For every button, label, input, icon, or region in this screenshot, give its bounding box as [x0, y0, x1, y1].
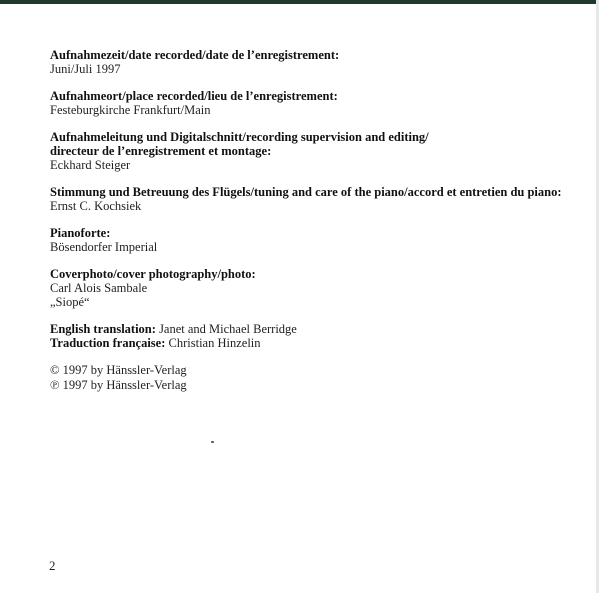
tuning-label: Stimmung und Betreuung des Flügels/tuning and care of the piano/accord et entretien du piano:: [50, 185, 562, 199]
coverphoto-block: [50, 267, 570, 309]
recording-date-label: Aufnahmezeit/date recorded/date de l’enregistrement:: [50, 48, 340, 62]
copyright-block: [50, 363, 570, 393]
tuning-value: Ernst C. Kochsiek: [50, 199, 142, 213]
top-border: [0, 0, 599, 4]
pianoforte-block: [50, 226, 570, 254]
french-translation-value: Christian Hinzelin: [168, 336, 261, 350]
supervision-label-line1: Aufnahmeleitung und Digitalschnitt/recording supervision and editing/: [50, 130, 429, 144]
french-translation-row: [50, 336, 570, 350]
recording-place-block: [50, 89, 570, 117]
page-number: 2: [49, 558, 56, 573]
supervision-block: [50, 130, 570, 172]
recording-place-label: Aufnahmeort/place recorded/lieu de l’enregistrement:: [50, 89, 338, 103]
recording-place-value: Festeburgkirche Frankfurt/Main: [50, 103, 211, 117]
english-translation-row: [50, 322, 570, 336]
credits-section: [50, 48, 570, 406]
pianoforte-value: Bösendorfer Imperial: [50, 240, 158, 254]
pianoforte-label: Pianoforte:: [50, 226, 111, 240]
recording-date-value: Juni/Juli 1997: [50, 62, 121, 76]
recording-date-block: [50, 48, 570, 76]
english-translation-value: Janet and Michael Berridge: [159, 322, 297, 336]
coverphoto-label: Coverphoto/cover photography/photo:: [50, 267, 256, 281]
copyright-line: © 1997 by Hänssler-Verlag: [50, 363, 187, 377]
coverphoto-photographer: Carl Alois Sambale: [50, 281, 148, 295]
phonogram-copyright-line: ℗ 1997 by Hänssler-Verlag: [50, 378, 187, 392]
french-translation-label: Traduction française:: [50, 336, 169, 350]
print-speck: [211, 441, 214, 443]
tuning-block: [50, 185, 570, 213]
supervision-value: Eckhard Steiger: [50, 158, 131, 172]
translation-block: [50, 322, 570, 350]
supervision-label-line2: directeur de l’enregistrement et montage:: [50, 144, 272, 158]
english-translation-label: English translation:: [50, 322, 160, 336]
coverphoto-title: „Siopé“: [50, 295, 90, 309]
